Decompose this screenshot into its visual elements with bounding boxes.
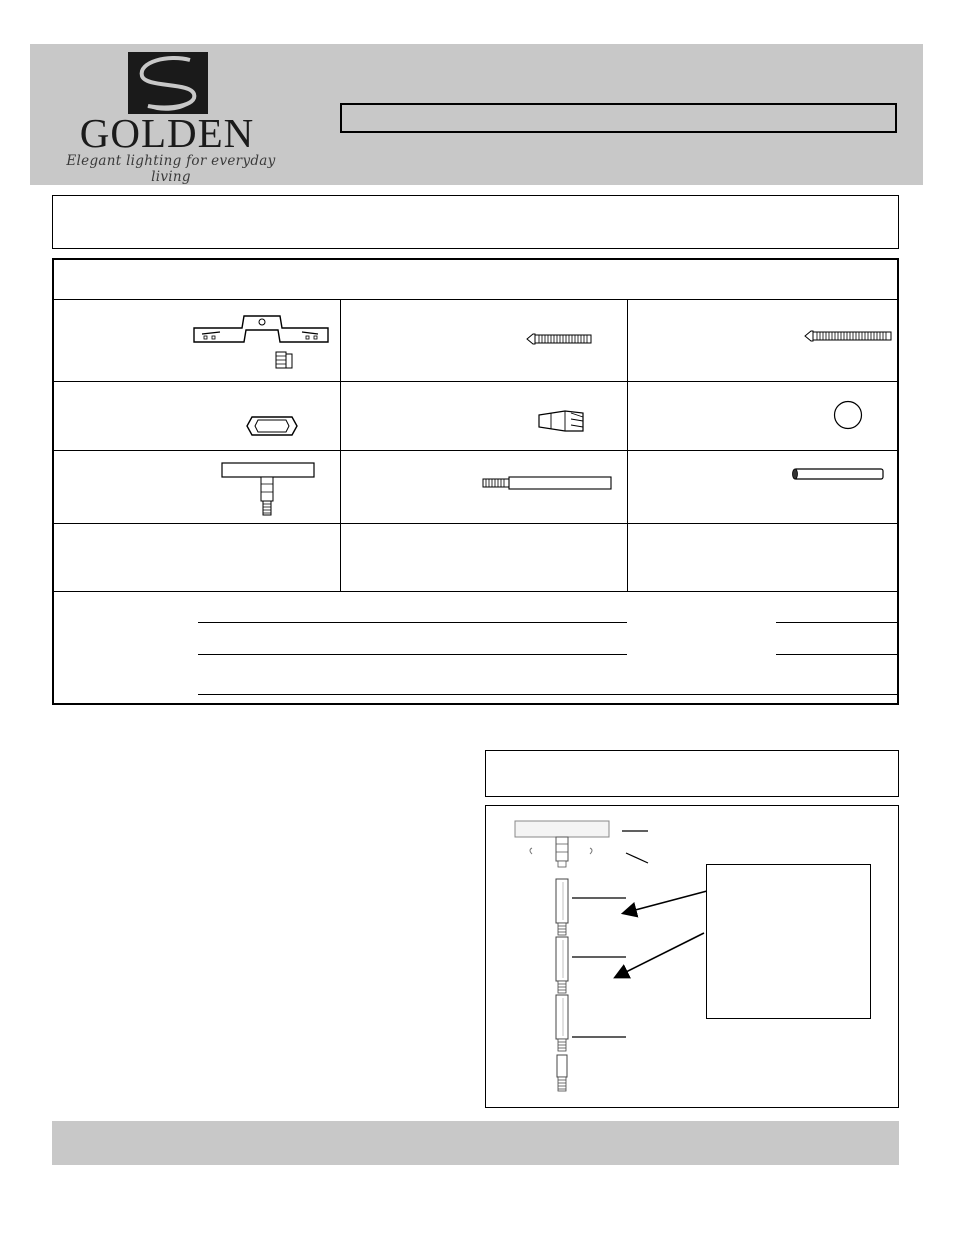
extension-rod-icon bbox=[791, 467, 885, 481]
wire-connector-icon bbox=[537, 409, 585, 433]
parts-col-divider bbox=[340, 299, 341, 591]
mounting-bar-icon bbox=[192, 312, 330, 372]
brand-name: GOLDEN bbox=[79, 110, 255, 156]
parts-row-divider bbox=[52, 381, 899, 382]
footer-band bbox=[52, 1121, 899, 1165]
form-line bbox=[776, 654, 898, 655]
form-line bbox=[198, 622, 627, 623]
parts-table bbox=[52, 258, 899, 705]
hex-nut-icon bbox=[246, 416, 298, 436]
note-box bbox=[706, 864, 871, 1019]
canopy-stem-icon bbox=[221, 462, 315, 518]
arrow-icon bbox=[610, 885, 710, 985]
brand-tagline: Elegant lighting for everyday living bbox=[66, 153, 276, 185]
form-line bbox=[198, 694, 898, 695]
info-box bbox=[52, 195, 899, 249]
threaded-rod-icon bbox=[481, 476, 613, 490]
long-screw-icon bbox=[803, 329, 893, 343]
ring-icon bbox=[833, 400, 863, 430]
parts-row-divider bbox=[52, 523, 899, 524]
title-box bbox=[340, 103, 897, 133]
parts-header-divider bbox=[52, 299, 899, 300]
form-line bbox=[776, 622, 898, 623]
parts-col-divider bbox=[627, 299, 628, 591]
parts-row-divider bbox=[52, 450, 899, 451]
short-screw-icon bbox=[525, 332, 593, 346]
parts-row-divider bbox=[52, 591, 899, 592]
stem-segment-icon bbox=[554, 1054, 570, 1094]
golden-logo-icon bbox=[128, 52, 208, 114]
step-box bbox=[485, 750, 899, 797]
form-line bbox=[198, 654, 627, 655]
